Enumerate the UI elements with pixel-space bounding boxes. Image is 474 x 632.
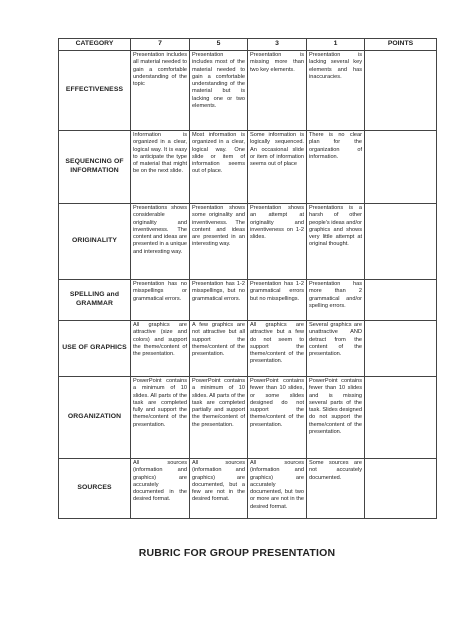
criteria-1-cell: There is no clear plan for the organization of information. <box>307 131 365 204</box>
criteria-7-cell: All graphics are attractive (size and colors) and support the theme/content of the presentation. <box>131 321 190 377</box>
category-cell: SOURCES <box>59 459 131 519</box>
document-title: RUBRIC FOR GROUP PRESENTATION <box>138 547 336 559</box>
header-score-1: 1 <box>307 39 365 51</box>
row-organization <box>59 377 437 459</box>
criteria-1-cell: Several graphics are unattractive AND detract from the content of the presentation. <box>307 321 365 377</box>
category-cell: USE OF GRAPHICS <box>59 321 131 377</box>
criteria-5-cell: Presentation has 1-2 misspellings, but no grammatical errors. <box>190 280 248 321</box>
criteria-1-cell: Presentation is lacking several key elements and has inaccuracies. <box>307 51 365 131</box>
criteria-3-cell: Presentation has 1-2 grammatical errors but no misspellings. <box>248 280 307 321</box>
criteria-5-cell: Most information is organized in a clear, logical way. One slide or item of information seems out of place. <box>190 131 248 204</box>
criteria-7-cell: Information is organized in a clear, logical way. It is easy to anticipate the type of material that might be on the next slide. <box>131 131 190 204</box>
criteria-5-cell: A few graphics are not attractive but all support the theme/content of the presentation. <box>190 321 248 377</box>
category-cell: EFFECTIVENESS <box>59 51 131 131</box>
points-cell[interactable] <box>365 204 437 280</box>
criteria-5-cell: All sources (information and graphics) are documented, but a few are not in the desired format. <box>190 459 248 519</box>
criteria-1-cell: Presentations is a harsh of other people's ideas and/or graphics and shows very little attempt at original thought. <box>307 204 365 280</box>
points-cell[interactable] <box>365 131 437 204</box>
criteria-3-cell: All sources (information and graphics) are accurately documented, but two or more are not in the desired format. <box>248 459 307 519</box>
points-cell[interactable] <box>365 321 437 377</box>
criteria-5-cell: PowerPoint contains a minimum of 10 slides. All parts of the task are completed partially and support the theme/content of the presentation. <box>190 377 248 459</box>
row-sources <box>59 459 437 519</box>
criteria-3-cell: All graphics are attractive but a few do not seem to support the theme/content of the presentation. <box>248 321 307 377</box>
row-sequencing <box>59 131 437 204</box>
category-cell: SPELLING and GRAMMAR <box>59 280 131 321</box>
criteria-7-cell: PowerPoint contains a minimum of 10 slides. All parts of the task are completed fully and support the theme/content of the presentation. <box>131 377 190 459</box>
criteria-3-cell: Some information is logically sequenced. An occasional slide or item of information seems out of place <box>248 131 307 204</box>
row-effectiveness <box>59 51 437 131</box>
criteria-1-cell: Presentation has more than 2 grammatical and/or spelling errors. <box>307 280 365 321</box>
row-spelling-grammar <box>59 280 437 321</box>
category-cell: ORGANIZATION <box>59 377 131 459</box>
criteria-1-cell: Some sources are not accurately documented. <box>307 459 365 519</box>
row-use-of-graphics <box>59 321 437 377</box>
criteria-7-cell: Presentation has no misspellings or grammatical errors. <box>131 280 190 321</box>
points-cell[interactable] <box>365 51 437 131</box>
header-score-3: 3 <box>248 39 307 51</box>
row-originality <box>59 204 437 280</box>
header-score-7: 7 <box>131 39 190 51</box>
criteria-7-cell: All sources (information and graphics) are accurately documented in the desired format. <box>131 459 190 519</box>
criteria-1-cell: PowerPoint contains fewer than 10 slides and is missing several parts of the task. Slides designed do not support the theme/content of the presentation. <box>307 377 365 459</box>
criteria-3-cell: Presentation is missing more than two key elements. <box>248 51 307 131</box>
points-cell[interactable] <box>365 377 437 459</box>
criteria-5-cell: Presentation includes most of the material needed to gain a comfortable understanding of the material but is lacking one or two elements. <box>190 51 248 131</box>
header-points: POINTS <box>365 39 437 51</box>
criteria-5-cell: Presentation shows some originality and inventiveness. The content and ideas are presented in an interesting way. <box>190 204 248 280</box>
points-cell[interactable] <box>365 280 437 321</box>
criteria-7-cell: Presentation includes all material needed to gain a comfortable understanding of the topic <box>131 51 190 131</box>
criteria-3-cell: PowerPoint contains fewer than 10 slides, or some slides designed do not support the theme/content of the presentation. <box>248 377 307 459</box>
header-row <box>59 39 437 51</box>
criteria-7-cell: Presentations shows considerable originality and inventiveness. The content and ideas are presented in a unique and interesting way. <box>131 204 190 280</box>
category-cell: SEQUENCING OF INFORMATION <box>59 131 131 204</box>
points-cell[interactable] <box>365 459 437 519</box>
criteria-3-cell: Presentation shows an attempt at originality and inventiveness on 1-2 slides. <box>248 204 307 280</box>
category-cell: ORIGINALITY <box>59 204 131 280</box>
header-score-5: 5 <box>190 39 248 51</box>
rubric-table <box>58 38 437 519</box>
header-category: CATEGORY <box>59 39 131 51</box>
rubric-sheet <box>58 38 436 519</box>
